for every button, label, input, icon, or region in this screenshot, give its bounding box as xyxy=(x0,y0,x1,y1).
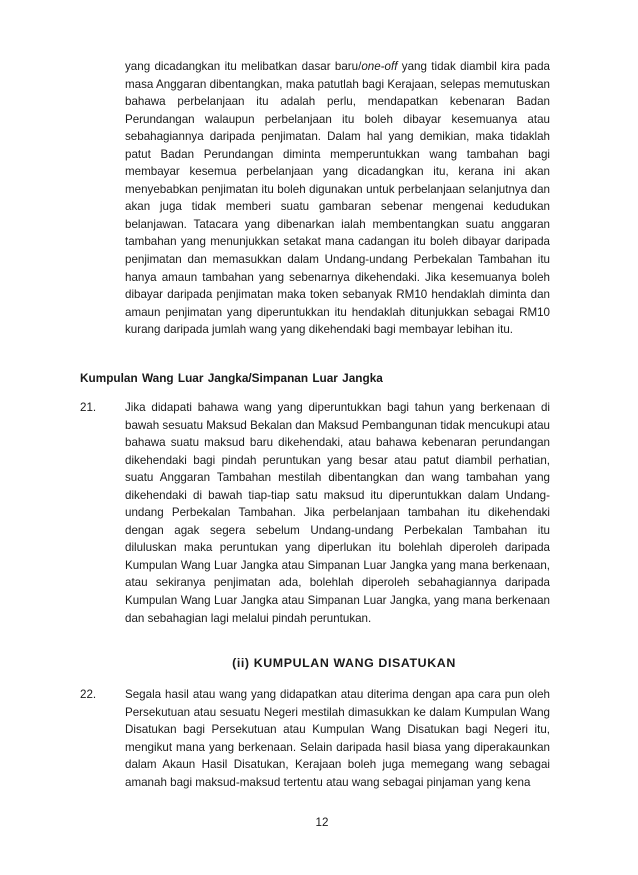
continuation-text-italic: one-off xyxy=(361,60,398,73)
paragraph-number: 22. xyxy=(80,688,97,701)
continuation-text-start: yang dicadangkan itu melibatkan dasar baru/ xyxy=(125,60,362,73)
paragraph-number: 21. xyxy=(80,401,97,414)
continuation-text-rest: yang tidak diambil kira pada masa Anggaran dibentangkan, maka patutlah bagi Kerajaan, selepas memutuskan bahawa perbelanjaan itu adalah perlu, mendapatkan kebenaran Badan Perundangan walaupun perbelanjaan itu boleh dibayar kesemuanya atau sebahagiannya daripada penjimatan. Dalam hal yang demikian, maka tidaklah patut Badan Perundangan diminta memperuntukkan wang tambahan bagi membayar kesemua perbelanjaan yang dicadangkan itu, kerana ini akan menyebabkan penjimatan itu boleh digunakan untuk perbelanjaan selanjutnya dan akan juga tidak memberi suatu gambaran sebenar mengenai kedudukan belanjawan. Tatacara yang dibenarkan ialah membentangkan suatu anggaran tambahan yang menunjukkan setakat mana cadangan itu boleh dibayar daripada penjimatan dan memasukkan dalam Undang-undang Perbekalan Tambahan itu hanya amaun tambahan yang sebenarnya dikehendaki. Jika kesemuanya boleh dibayar daripada penjimatan maka token sebanyak RM10 hendaklah diminta dan amaun penjimatan yang diperuntukkan itu hendaklah ditunjukkan sebagai RM10 kurang daripada jumlah wang yang dikehendaki bagi membayar lebihan itu. xyxy=(125,60,550,337)
section-heading: Kumpulan Wang Luar Jangka/Simpanan Luar Jangka xyxy=(80,371,383,385)
continuation-paragraph xyxy=(125,58,550,339)
paragraph-21 xyxy=(80,399,550,627)
paragraph-22 xyxy=(80,686,550,791)
chapter-heading: (ii) KUMPULAN WANG DISATUKAN xyxy=(232,656,456,670)
paragraph-text: Jika didapati bahawa wang yang diperuntukkan bagi tahun yang berkenaan di bawah sesuatu Maksud Bekalan dan Maksud Pembangunan tidak mencukupi atau bahawa suatu maksud baru dikehendaki, atau bahawa kebenaran perundangan dikehendaki bagi pindah peruntukan yang besar atau patut diambil perhatian, suatu Anggaran Tambahan mestilah dibentangkan dan wang tambahan yang dikehendaki di bawah tiap-tiap satu maksud itu diperuntukkan dalam Undang-undang Perbekalan Tambahan. Jika perbelanjaan tambahan itu dikehendaki dengan agak segera sebelum Undang-undang Perbekalan Tambahan itu diluluskan maka peruntukan yang diperlukan itu bolehlah diperoleh daripada Kumpulan Wang Luar Jangka atau Simpanan Luar Jangka yang mana berkenaan, atau sekiranya penjimatan ada, bolehlah diperoleh sebahagiannya daripada Kumpulan Wang Luar Jangka atau Simpanan Luar Jangka, yang mana berkenaan dan sebahagian lagi melalui pindah peruntukan. xyxy=(125,401,550,625)
paragraph-text: Segala hasil atau wang yang didapatkan atau diterima dengan apa cara pun oleh Persekutuan atau sesuatu Negeri mestilah dimasukkan ke dalam Kumpulan Wang Disatukan bagi Persekutuan atau Kumpulan Wang Disatukan bagi Negeri itu, mengikut mana yang berkenaan. Selain daripada hasil biasa yang diperakaunkan dalam Akaun Hasil Disatukan, Kerajaan boleh juga memegang wang sebagai amanah bagi maksud-maksud tertentu atau wang sebagai pinjaman yang kena xyxy=(125,688,550,789)
page-number: 12 xyxy=(315,816,329,829)
